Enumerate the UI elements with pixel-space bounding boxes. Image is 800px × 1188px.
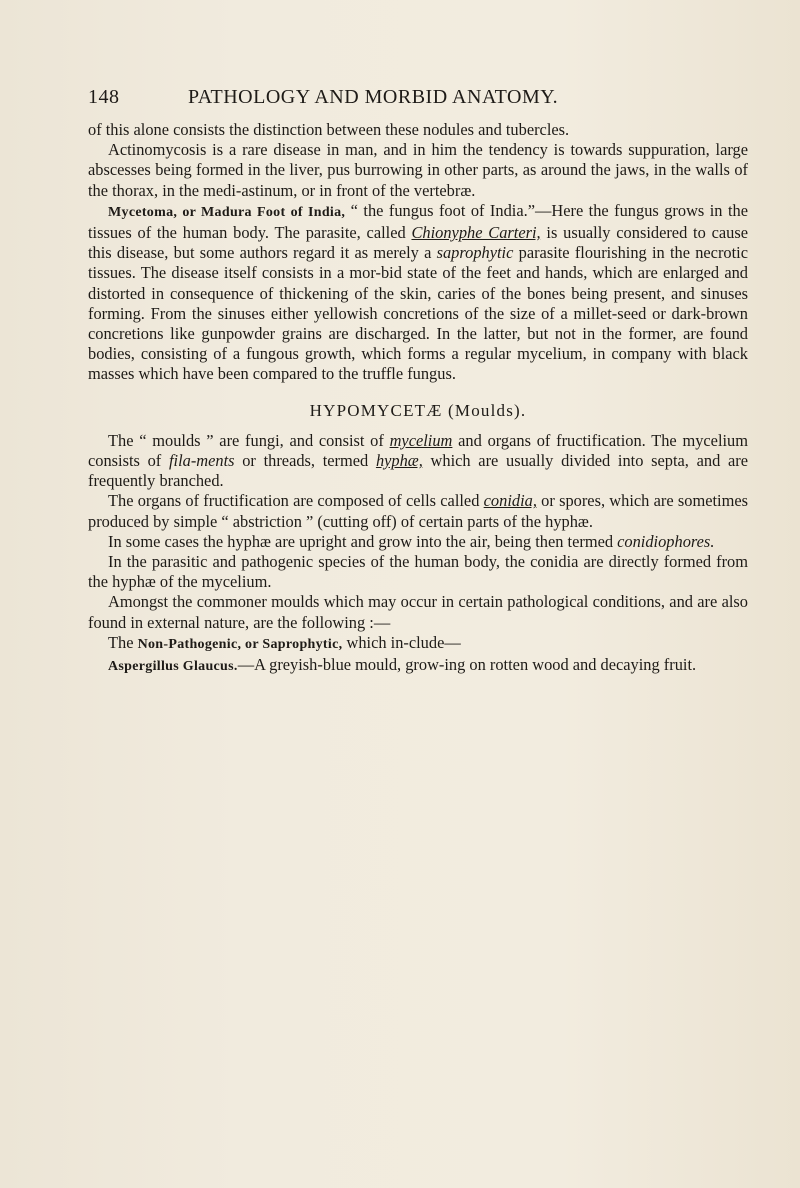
text-run: “ the fungus foot of India.”—Here the fungus grows in the tissues of the human body. The parasite, called <box>88 200 748 243</box>
text-run: In some cases the hyphæ are upright and grow into the air, being then termed <box>108 531 618 551</box>
species-name: Chionyphe Carteri, <box>411 223 541 243</box>
running-title: PATHOLOGY AND MORBID ANATOMY. <box>188 86 559 108</box>
emphasis-term: conidiophores. <box>617 531 715 551</box>
text-run: which are usually divided into septa, and are frequently branched. <box>88 451 748 491</box>
text-run: which in-clude— <box>342 632 461 652</box>
paragraph-mycetoma <box>88 201 748 385</box>
section-title: HYPOMYCETÆ <box>309 400 443 420</box>
paragraph-non-pathogenic <box>88 633 748 655</box>
emphasis-term: conidia, <box>483 491 537 511</box>
page-header <box>88 86 748 110</box>
text-run: parasite flourishing in the necrotic tissues. The disease itself consists in a mor-bid state of the feet and hands, which are enlarged and distorted in consequence of thickening of the skin, caries of the bones being present, and sinuses forming. From the sinuses either yellowish concretions of the size of a millet-seed or dark-brown concretions like gunpowder grains are discharged. In the latter, but not in the former, are found bodies, consisting of a fungous growth, which forms a regular mycelium, in company with black masses which have been compared to the truffle fungus. <box>88 243 748 384</box>
section-subtitle: (Moulds). <box>448 400 527 420</box>
non-pathogenic-heading: Non-Pathogenic, or Saprophytic, <box>137 636 343 652</box>
paragraph-moulds <box>88 431 748 492</box>
paragraph-continuation: of this alone consists the distinction between these nodules and tubercles. <box>88 120 570 139</box>
text-run: The “ moulds ” are fungi, and consist of <box>108 430 390 450</box>
paragraph-conidiophores <box>88 532 748 552</box>
paragraph-parasitic: In the parasitic and pathogenic species of the human body, the conidia are directly formed from the hyphæ of the mycelium. <box>88 552 748 592</box>
text-run: or threads, termed <box>234 451 376 471</box>
emphasis-term: saprophytic <box>436 243 514 263</box>
text-run: and organs of fructification. The mycelium consists of <box>88 430 748 471</box>
paragraph-actinomycosis: Actinomycosis is a rare disease in man, and in him the tendency is towards suppuration, large abscesses being formed in the liver, pus burrowing in other parts, as around the jaws, in the walls of the thorax, in the medi-astinum, or in front of the vertebræ. <box>88 140 748 200</box>
text-run: is usually considered to cause this disease, but some authors regard it as merely a <box>88 223 748 263</box>
text-run: —A greyish-blue mould, grow-ing on rotten wood and decaying fruit. <box>237 655 697 675</box>
paragraph-conidia <box>88 491 748 531</box>
text-run: The organs of fructification are composed of cells called <box>108 491 484 511</box>
emphasis-term: mycelium <box>389 430 453 450</box>
aspergillus-heading: Aspergillus Glaucus. <box>108 659 238 675</box>
paragraph-commoner-moulds: Amongst the commoner moulds which may occur in certain pathological conditions, and are also found in external nature, are the following :— <box>88 592 748 632</box>
page-number: 148 <box>88 86 120 108</box>
mycetoma-heading: Mycetoma, or Madura Foot of India, <box>108 204 346 220</box>
emphasis-term: fila-ments <box>168 451 235 471</box>
text-run: or spores, which are sometimes produced by simple “ abstriction ” (cutting off) of certain parts of the hyphæ. <box>88 491 748 531</box>
text-run: The <box>108 632 138 652</box>
body-text <box>88 120 748 677</box>
paragraph-aspergillus <box>88 655 748 677</box>
emphasis-term: hyphæ, <box>375 451 423 471</box>
section-heading <box>88 401 748 421</box>
